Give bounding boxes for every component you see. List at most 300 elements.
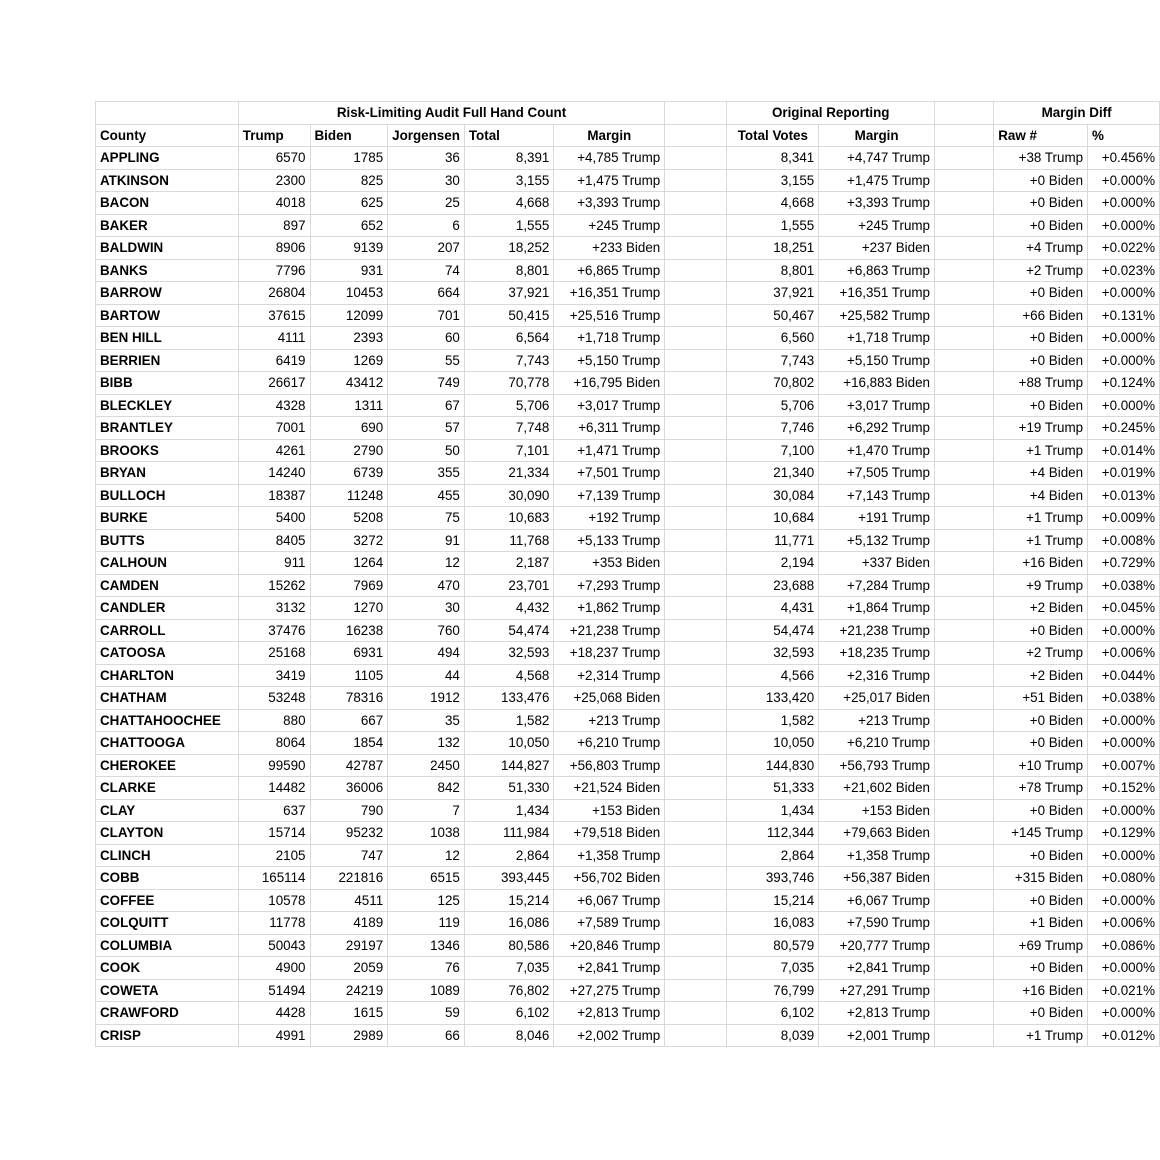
biden-votes-cell: 4511 [310,889,388,912]
trump-votes-cell: 4018 [238,192,310,215]
col-header-pct: % [1088,124,1160,147]
empty-cell [935,439,994,462]
table-row [96,259,1160,282]
county-cell: BRYAN [96,462,239,485]
empty-cell [665,754,727,777]
audit-total-cell: 51,330 [464,777,554,800]
biden-votes-cell: 11248 [310,484,388,507]
audit-total-cell: 7,101 [464,439,554,462]
original-total-cell: 7,035 [727,957,819,980]
jorgensen-votes-cell: 1346 [388,934,465,957]
county-cell: CHARLTON [96,664,239,687]
jorgensen-votes-cell: 25 [388,192,465,215]
margin-diff-raw-cell: +2 Trump [994,259,1088,282]
audit-margin-cell: +56,803 Trump [554,754,665,777]
trump-votes-cell: 7796 [238,259,310,282]
audit-margin-cell: +6,311 Trump [554,417,665,440]
biden-votes-cell: 1269 [310,349,388,372]
biden-votes-cell: 95232 [310,822,388,845]
jorgensen-votes-cell: 455 [388,484,465,507]
margin-diff-raw-cell: +0 Biden [994,889,1088,912]
audit-total-cell: 11,768 [464,529,554,552]
empty-cell [935,709,994,732]
biden-votes-cell: 825 [310,169,388,192]
empty-cell [665,327,727,350]
biden-votes-cell: 36006 [310,777,388,800]
table-row [96,979,1160,1002]
table-row [96,642,1160,665]
county-cell: COLUMBIA [96,934,239,957]
jorgensen-votes-cell: 12 [388,552,465,575]
empty-cell [935,754,994,777]
original-total-cell: 8,039 [727,1024,819,1047]
empty-cell [665,417,727,440]
original-margin-cell: +245 Trump [819,214,935,237]
empty-cell [935,304,994,327]
group-header-audit: Risk-Limiting Audit Full Hand Count [238,102,664,125]
original-margin-cell: +1,475 Trump [819,169,935,192]
table-row [96,687,1160,710]
original-margin-cell: +3,017 Trump [819,394,935,417]
margin-diff-pct-cell: +0.086% [1088,934,1160,957]
empty-cell [935,597,994,620]
biden-votes-cell: 9139 [310,237,388,260]
margin-diff-raw-cell: +0 Biden [994,799,1088,822]
jorgensen-votes-cell: 76 [388,957,465,980]
margin-diff-raw-cell: +4 Biden [994,484,1088,507]
audit-margin-cell: +18,237 Trump [554,642,665,665]
original-total-cell: 8,801 [727,259,819,282]
audit-total-cell: 133,476 [464,687,554,710]
county-cell: CATOOSA [96,642,239,665]
original-total-cell: 2,864 [727,844,819,867]
county-cell: APPLING [96,147,239,170]
original-total-cell: 144,830 [727,754,819,777]
county-cell: CALHOUN [96,552,239,575]
county-cell: COFFEE [96,889,239,912]
jorgensen-votes-cell: 6515 [388,867,465,890]
audit-margin-cell: +7,293 Trump [554,574,665,597]
original-total-cell: 10,050 [727,732,819,755]
county-cell: CHATTOOGA [96,732,239,755]
margin-diff-raw-cell: +1 Trump [994,1024,1088,1047]
margin-diff-pct-cell: +0.000% [1088,192,1160,215]
audit-total-cell: 7,035 [464,957,554,980]
trump-votes-cell: 4900 [238,957,310,980]
original-total-cell: 70,802 [727,372,819,395]
margin-diff-raw-cell: +0 Biden [994,957,1088,980]
empty-cell [665,462,727,485]
table-row [96,237,1160,260]
jorgensen-votes-cell: 842 [388,777,465,800]
biden-votes-cell: 7969 [310,574,388,597]
audit-total-cell: 10,050 [464,732,554,755]
county-cell: BRANTLEY [96,417,239,440]
audit-margin-cell: +213 Trump [554,709,665,732]
col-header-jorgensen: Jorgensen [388,124,465,147]
table-row [96,304,1160,327]
audit-margin-cell: +1,718 Trump [554,327,665,350]
county-cell: COBB [96,867,239,890]
trump-votes-cell: 14240 [238,462,310,485]
margin-diff-raw-cell: +16 Biden [994,979,1088,1002]
empty-cell [935,642,994,665]
biden-votes-cell: 24219 [310,979,388,1002]
table-row [96,349,1160,372]
trump-votes-cell: 25168 [238,642,310,665]
empty-cell [935,844,994,867]
column-header-row [96,124,1160,147]
jorgensen-votes-cell: 57 [388,417,465,440]
jorgensen-votes-cell: 67 [388,394,465,417]
margin-diff-raw-cell: +0 Biden [994,394,1088,417]
empty-cell [935,799,994,822]
jorgensen-votes-cell: 207 [388,237,465,260]
empty-cell [935,507,994,530]
original-margin-cell: +2,841 Trump [819,957,935,980]
empty-cell [935,484,994,507]
empty-cell [665,552,727,575]
trump-votes-cell: 897 [238,214,310,237]
trump-votes-cell: 2105 [238,844,310,867]
empty-cell [665,822,727,845]
original-total-cell: 133,420 [727,687,819,710]
biden-votes-cell: 2989 [310,1024,388,1047]
original-total-cell: 7,746 [727,417,819,440]
trump-votes-cell: 11778 [238,912,310,935]
audit-total-cell: 76,802 [464,979,554,1002]
empty-cell [665,1024,727,1047]
county-cell: BULLOCH [96,484,239,507]
table-row [96,192,1160,215]
audit-total-cell: 1,582 [464,709,554,732]
original-margin-cell: +7,590 Trump [819,912,935,935]
jorgensen-votes-cell: 35 [388,709,465,732]
original-total-cell: 1,434 [727,799,819,822]
audit-total-cell: 18,252 [464,237,554,260]
jorgensen-votes-cell: 12 [388,844,465,867]
jorgensen-votes-cell: 494 [388,642,465,665]
margin-diff-raw-cell: +16 Biden [994,552,1088,575]
empty-cell [935,327,994,350]
empty-cell [665,664,727,687]
original-margin-cell: +237 Biden [819,237,935,260]
original-margin-cell: +1,864 Trump [819,597,935,620]
empty-cell [935,1002,994,1025]
original-total-cell: 5,706 [727,394,819,417]
audit-margin-cell: +1,358 Trump [554,844,665,867]
empty-cell [665,1002,727,1025]
original-total-cell: 37,921 [727,282,819,305]
trump-votes-cell: 26804 [238,282,310,305]
empty-cell [935,282,994,305]
county-cell: CRAWFORD [96,1002,239,1025]
col-header-county: County [96,124,239,147]
trump-votes-cell: 165114 [238,867,310,890]
jorgensen-votes-cell: 701 [388,304,465,327]
audit-total-cell: 10,683 [464,507,554,530]
trump-votes-cell: 4261 [238,439,310,462]
biden-votes-cell: 1270 [310,597,388,620]
margin-diff-raw-cell: +78 Trump [994,777,1088,800]
audit-total-cell: 8,391 [464,147,554,170]
empty-cell [935,664,994,687]
audit-margin-cell: +3,017 Trump [554,394,665,417]
group-header-margin-diff: Margin Diff [994,102,1160,125]
table-row [96,957,1160,980]
margin-diff-pct-cell: +0.044% [1088,664,1160,687]
trump-votes-cell: 10578 [238,889,310,912]
biden-votes-cell: 12099 [310,304,388,327]
empty-cell [935,349,994,372]
empty-cell [665,507,727,530]
audit-margin-cell: +21,524 Biden [554,777,665,800]
audit-total-cell: 21,334 [464,462,554,485]
table-row [96,912,1160,935]
empty-cell [665,259,727,282]
table-row [96,552,1160,575]
empty-cell [665,102,727,125]
empty-cell [665,642,727,665]
original-total-cell: 50,467 [727,304,819,327]
biden-votes-cell: 3272 [310,529,388,552]
table-row [96,597,1160,620]
original-total-cell: 76,799 [727,979,819,1002]
margin-diff-raw-cell: +38 Trump [994,147,1088,170]
audit-total-cell: 4,432 [464,597,554,620]
empty-cell [665,394,727,417]
margin-diff-pct-cell: +0.729% [1088,552,1160,575]
margin-diff-pct-cell: +0.023% [1088,259,1160,282]
trump-votes-cell: 8405 [238,529,310,552]
audit-total-cell: 7,748 [464,417,554,440]
audit-table [95,101,1160,1047]
audit-margin-cell: +5,133 Trump [554,529,665,552]
county-cell: CLAYTON [96,822,239,845]
audit-total-cell: 6,102 [464,1002,554,1025]
county-cell: BANKS [96,259,239,282]
empty-cell [935,214,994,237]
audit-margin-cell: +353 Biden [554,552,665,575]
table-body [96,147,1160,1047]
trump-votes-cell: 14482 [238,777,310,800]
trump-votes-cell: 99590 [238,754,310,777]
table-row [96,507,1160,530]
trump-votes-cell: 4111 [238,327,310,350]
table-row [96,934,1160,957]
empty-cell [665,934,727,957]
biden-votes-cell: 790 [310,799,388,822]
table-row [96,777,1160,800]
jorgensen-votes-cell: 36 [388,147,465,170]
trump-votes-cell: 4428 [238,1002,310,1025]
county-cell: BACON [96,192,239,215]
county-cell: BUTTS [96,529,239,552]
margin-diff-pct-cell: +0.000% [1088,394,1160,417]
original-total-cell: 7,100 [727,439,819,462]
trump-votes-cell: 6570 [238,147,310,170]
empty-cell [935,124,994,147]
county-cell: CANDLER [96,597,239,620]
empty-cell [665,349,727,372]
original-margin-cell: +2,813 Trump [819,1002,935,1025]
original-total-cell: 32,593 [727,642,819,665]
original-total-cell: 2,194 [727,552,819,575]
empty-cell [935,732,994,755]
audit-margin-cell: +1,475 Trump [554,169,665,192]
original-total-cell: 21,340 [727,462,819,485]
audit-total-cell: 144,827 [464,754,554,777]
empty-cell [665,777,727,800]
empty-cell [935,169,994,192]
empty-cell [935,529,994,552]
biden-votes-cell: 6931 [310,642,388,665]
biden-votes-cell: 1854 [310,732,388,755]
jorgensen-votes-cell: 30 [388,597,465,620]
biden-votes-cell: 625 [310,192,388,215]
county-cell: CLAY [96,799,239,822]
margin-diff-raw-cell: +0 Biden [994,327,1088,350]
group-header-original: Original Reporting [727,102,935,125]
original-total-cell: 30,084 [727,484,819,507]
margin-diff-raw-cell: +0 Biden [994,732,1088,755]
margin-diff-raw-cell: +51 Biden [994,687,1088,710]
audit-margin-cell: +245 Trump [554,214,665,237]
original-margin-cell: +1,358 Trump [819,844,935,867]
audit-margin-cell: +25,068 Biden [554,687,665,710]
county-cell: BROOKS [96,439,239,462]
empty-cell [665,709,727,732]
original-margin-cell: +3,393 Trump [819,192,935,215]
jorgensen-votes-cell: 1038 [388,822,465,845]
audit-total-cell: 111,984 [464,822,554,845]
jorgensen-votes-cell: 66 [388,1024,465,1047]
margin-diff-pct-cell: +0.009% [1088,507,1160,530]
margin-diff-pct-cell: +0.000% [1088,327,1160,350]
jorgensen-votes-cell: 2450 [388,754,465,777]
audit-margin-cell: +2,813 Trump [554,1002,665,1025]
trump-votes-cell: 37615 [238,304,310,327]
empty-cell [935,394,994,417]
biden-votes-cell: 690 [310,417,388,440]
trump-votes-cell: 8906 [238,237,310,260]
jorgensen-votes-cell: 470 [388,574,465,597]
biden-votes-cell: 43412 [310,372,388,395]
audit-total-cell: 37,921 [464,282,554,305]
empty-cell [665,484,727,507]
jorgensen-votes-cell: 1089 [388,979,465,1002]
county-cell: COOK [96,957,239,980]
col-header-total-votes: Total Votes [727,124,819,147]
jorgensen-votes-cell: 7 [388,799,465,822]
table-row [96,822,1160,845]
original-total-cell: 1,582 [727,709,819,732]
jorgensen-votes-cell: 664 [388,282,465,305]
audit-margin-cell: +7,139 Trump [554,484,665,507]
col-header-trump: Trump [238,124,310,147]
empty-cell [665,957,727,980]
margin-diff-pct-cell: +0.008% [1088,529,1160,552]
margin-diff-pct-cell: +0.000% [1088,957,1160,980]
jorgensen-votes-cell: 59 [388,1002,465,1025]
audit-margin-cell: +2,002 Trump [554,1024,665,1047]
empty-cell [665,799,727,822]
table-row [96,867,1160,890]
table-row [96,664,1160,687]
audit-margin-cell: +4,785 Trump [554,147,665,170]
biden-votes-cell: 5208 [310,507,388,530]
audit-margin-cell: +5,150 Trump [554,349,665,372]
table-row [96,574,1160,597]
table-row [96,619,1160,642]
original-margin-cell: +21,602 Biden [819,777,935,800]
original-margin-cell: +5,150 Trump [819,349,935,372]
margin-diff-raw-cell: +69 Trump [994,934,1088,957]
table-row [96,709,1160,732]
original-margin-cell: +6,210 Trump [819,732,935,755]
margin-diff-pct-cell: +0.245% [1088,417,1160,440]
table-row [96,394,1160,417]
jorgensen-votes-cell: 132 [388,732,465,755]
empty-cell [665,169,727,192]
margin-diff-pct-cell: +0.007% [1088,754,1160,777]
audit-margin-cell: +6,865 Trump [554,259,665,282]
audit-margin-cell: +3,393 Trump [554,192,665,215]
trump-votes-cell: 3419 [238,664,310,687]
margin-diff-pct-cell: +0.000% [1088,214,1160,237]
empty-cell [665,237,727,260]
jorgensen-votes-cell: 749 [388,372,465,395]
margin-diff-raw-cell: +1 Biden [994,912,1088,935]
original-margin-cell: +2,316 Trump [819,664,935,687]
biden-votes-cell: 667 [310,709,388,732]
county-cell: CAMDEN [96,574,239,597]
margin-diff-raw-cell: +0 Biden [994,844,1088,867]
empty-cell [935,462,994,485]
margin-diff-pct-cell: +0.000% [1088,349,1160,372]
audit-total-cell: 1,434 [464,799,554,822]
margin-diff-raw-cell: +9 Trump [994,574,1088,597]
original-total-cell: 4,668 [727,192,819,215]
audit-total-cell: 5,706 [464,394,554,417]
county-cell: COLQUITT [96,912,239,935]
biden-votes-cell: 1615 [310,1002,388,1025]
empty-cell [665,124,727,147]
original-total-cell: 6,102 [727,1002,819,1025]
audit-total-cell: 2,864 [464,844,554,867]
county-cell: CHATHAM [96,687,239,710]
audit-total-cell: 32,593 [464,642,554,665]
audit-margin-cell: +2,841 Trump [554,957,665,980]
trump-votes-cell: 18387 [238,484,310,507]
margin-diff-raw-cell: +66 Biden [994,304,1088,327]
audit-spreadsheet [95,101,1160,1047]
trump-votes-cell: 5400 [238,507,310,530]
county-cell: ATKINSON [96,169,239,192]
margin-diff-pct-cell: +0.000% [1088,282,1160,305]
biden-votes-cell: 16238 [310,619,388,642]
original-margin-cell: +21,238 Trump [819,619,935,642]
biden-votes-cell: 2790 [310,439,388,462]
col-header-margin: Margin [554,124,665,147]
margin-diff-pct-cell: +0.152% [1088,777,1160,800]
empty-cell [665,192,727,215]
biden-votes-cell: 221816 [310,867,388,890]
audit-total-cell: 15,214 [464,889,554,912]
margin-diff-pct-cell: +0.038% [1088,687,1160,710]
county-cell: CRISP [96,1024,239,1047]
trump-votes-cell: 8064 [238,732,310,755]
